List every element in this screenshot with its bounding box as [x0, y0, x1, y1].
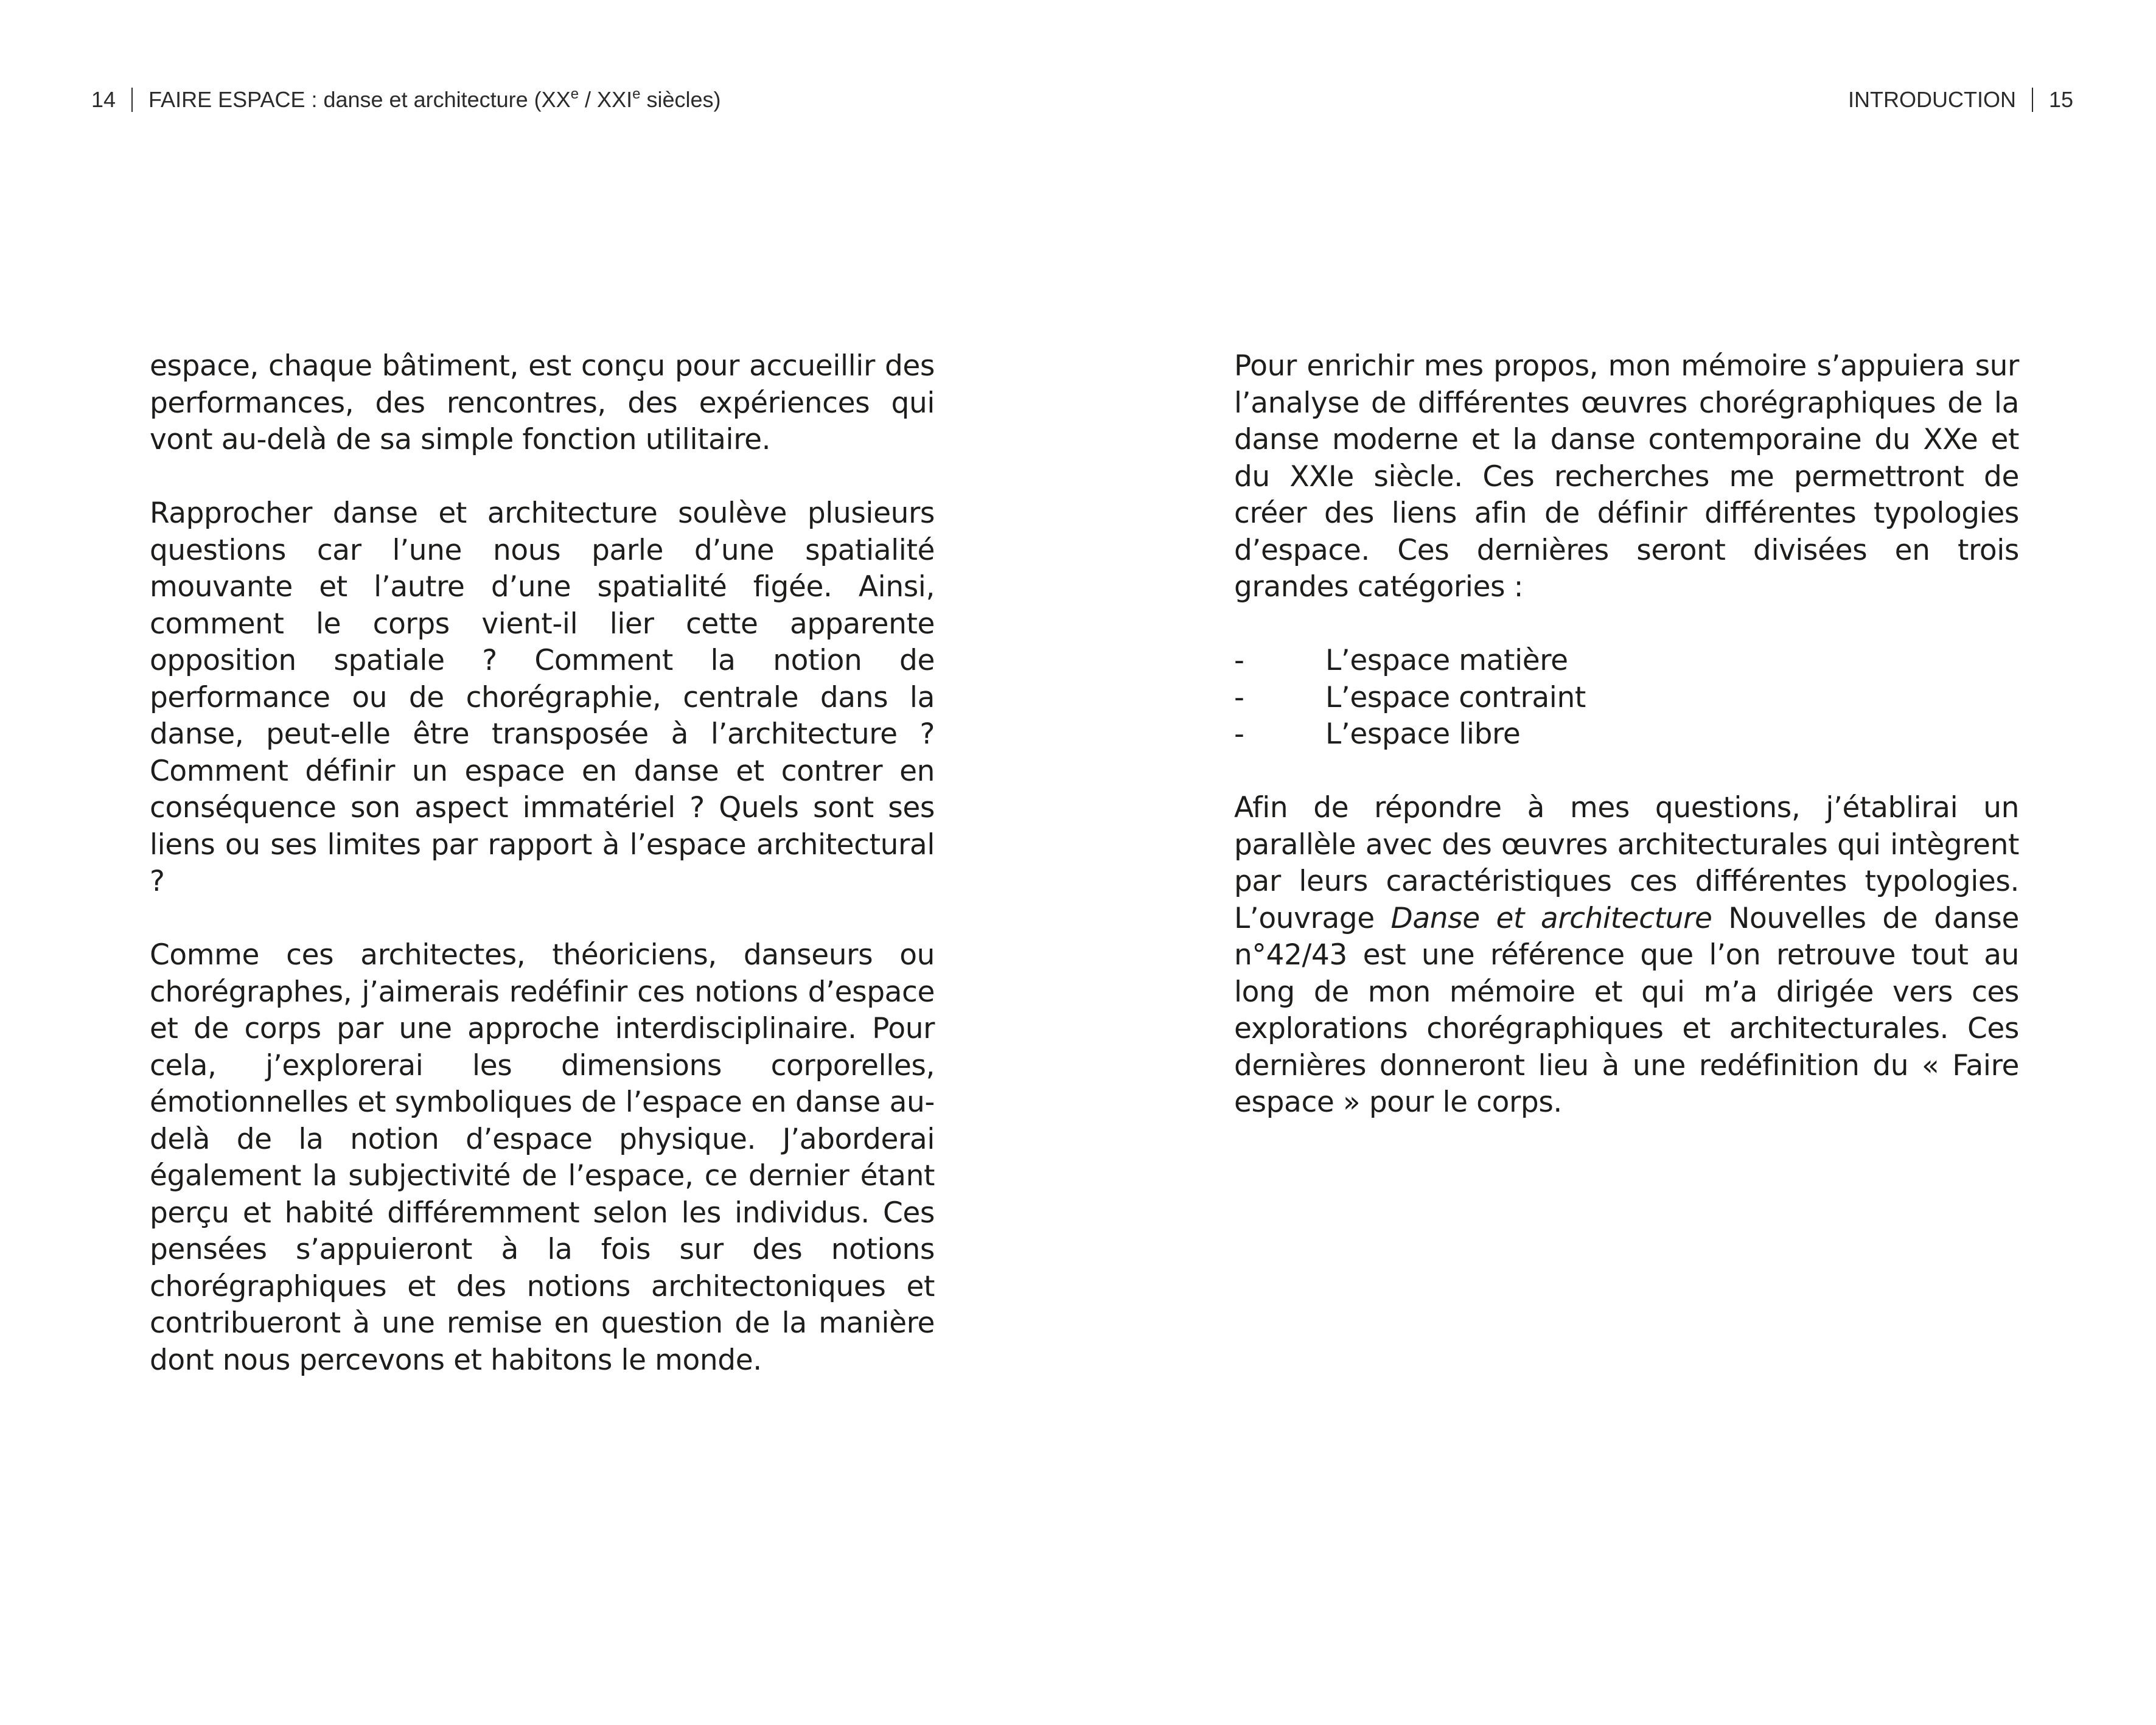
list-item-label: L’espace libre — [1325, 717, 1521, 751]
page-number-right: 15 — [2048, 87, 2073, 112]
typology-list — [1234, 643, 2019, 753]
list-item — [1234, 716, 2019, 753]
book-title: FAIRE ESPACE : danse et architecture (XXe / XXIe siècles) — [148, 86, 721, 112]
page-number-left: 14 — [91, 87, 116, 112]
list-item — [1234, 680, 2019, 717]
running-header-right — [1848, 85, 2073, 114]
paragraph-closing: Afin de répondre à mes questions, j’établirai un parallèle avec des œuvres architecturales qui intègrent par leurs caractéristiques ces différentes typologies. L’ouvrage Danse et architecture Nouvelles de danse n°42/43 est une référence que l’on retrouve tout au long de mon mémoire et qui m’a dirigée vers ces explorations chorégraphiques et architecturales. Ces dernières donneront lieu à une redéfinition du « Faire espace » pour le corps. — [1234, 791, 2019, 1119]
list-item-label: L’espace matière — [1325, 644, 1568, 677]
list-item — [1234, 643, 2019, 680]
book-reference-title: Danse et architecture — [1390, 901, 1712, 935]
header-divider-right — [2032, 88, 2033, 112]
list-item-label: L’espace contraint — [1325, 680, 1586, 714]
list-dash: - — [1234, 644, 1244, 677]
running-header-left — [91, 85, 720, 114]
left-page-text — [150, 348, 935, 1416]
header-divider-left — [131, 88, 133, 112]
paragraph: Comme ces architectes, théoriciens, danseurs ou chorégraphes, j’aimerais redéfinir ces notions d’espace et de corps par une approche interdisciplinaire. Pour cela, j’explorerai les dimensions corporelles, émotionnelles et symboliques de l’espace en danse au-delà de la notion d’espace physique. J’aborderai également la subjectivité de l’espace, ce dernier étant perçu et habité différemment selon les individus. Ces pensées s’appuieront à la fois sur des notions chorégraphiques et des notions architectoniques et contribueront à une remise en question de la manière dont nous percevons et habitons le monde. — [150, 938, 935, 1377]
section-title: INTRODUCTION — [1847, 87, 2016, 112]
paragraph: Rapprocher danse et architecture soulève plusieurs questions car l’une nous parle d’une spatialité mouvante et l’autre d’une spatialité figée. Ainsi, comment le corps vient-il lier cette apparente opposition spatiale ? Comment la notion de performance ou de chorégraphie, centrale dans la danse, peut-elle être transposée à l’architecture ? Comment définir un espace en danse et contrer en conséquence son aspect immatériel ? Quels sont ses liens ou ses limites par rapport à l’espace architectural ? — [150, 497, 935, 898]
right-page-text — [1234, 348, 2019, 1158]
paragraph: espace, chaque bâtiment, est conçu pour accueillir des performances, des rencontres, des expériences qui vont au-delà de sa simple fonction utilitaire. — [150, 349, 935, 456]
list-dash: - — [1234, 717, 1244, 751]
list-dash: - — [1234, 680, 1244, 714]
paragraph-intro: Pour enrichir mes propos, mon mémoire s’appuiera sur l’analyse de différentes œuvres chorégraphiques de la danse moderne et la danse contemporaine du XXe et du XXIe siècle. Ces recherches me permettront de créer des liens afin de définir différentes typologies d’espace. Ces dernières seront divisées en trois grandes catégories : — [1234, 349, 2019, 604]
